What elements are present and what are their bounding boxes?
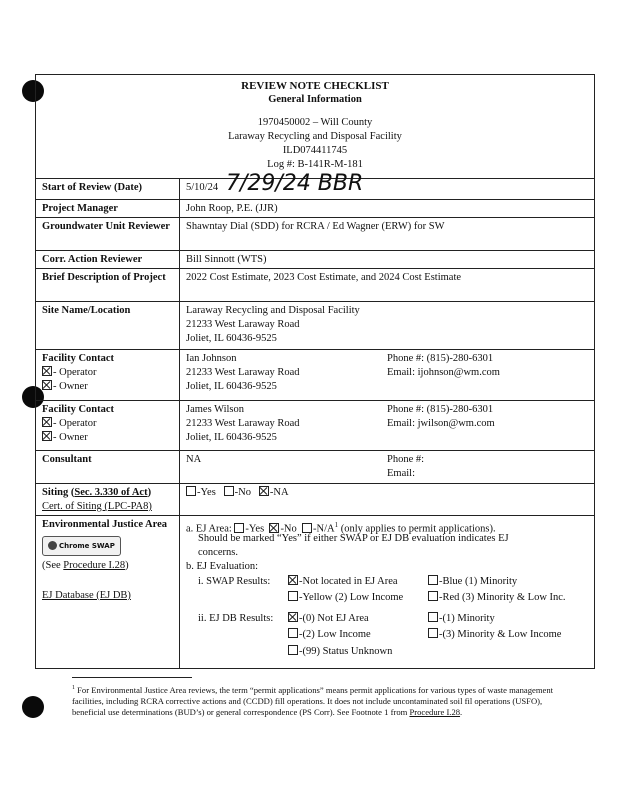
row-consultant [36, 450, 594, 484]
ej-area-prefix: a. EJ Area: [186, 523, 232, 535]
swap-red-label: -Red (3) Minority & Low Inc. [439, 592, 566, 603]
ej-db-3 [428, 628, 561, 642]
consultant-phone: Phone #: [387, 454, 425, 465]
row-facility-contact-2 [36, 400, 594, 451]
consultant-value: NA [186, 454, 202, 465]
punch-hole-bottom [22, 696, 44, 718]
siting-na-checkbox[interactable] [259, 486, 269, 496]
ej-db-3-label: -(3) Minority & Low Income [439, 629, 562, 640]
ej-area-note: (only applies to permit applications). [338, 523, 496, 535]
contact-phone: Phone #: (815)-280-6301 [387, 404, 494, 415]
ej-db-99-label: -(99) Status Unknown [299, 646, 393, 657]
consultant-email: Email: [387, 468, 415, 479]
row-brief-description [36, 268, 594, 302]
ej-db-1 [428, 612, 495, 626]
start-review-date: 5/10/24 [186, 182, 219, 193]
ej-na-label: -N/A [313, 523, 335, 535]
ej-no-label: -No [280, 523, 297, 535]
siting-no-checkbox[interactable] [224, 486, 234, 496]
groundwater-label: Groundwater Unit Reviewer [42, 221, 170, 232]
row-site-location [36, 301, 594, 350]
operator-label: - Operator [53, 418, 97, 429]
siting-act-link[interactable]: Sec. 3.330 of Act [74, 487, 148, 498]
siting-options [186, 486, 289, 500]
ej-evaluation-heading: b. EJ Evaluation: [186, 561, 259, 572]
swap-blue [428, 575, 517, 589]
checklist-subtitle: General Information [268, 94, 362, 105]
chrome-swap-text: Chrome SWAP [59, 542, 115, 550]
row-environmental-justice [36, 515, 594, 668]
siting-yes-label: -Yes [197, 487, 216, 498]
ej-yes-label: -Yes [245, 523, 265, 535]
swap-not-located [288, 575, 398, 589]
footnote [72, 683, 572, 718]
ej-na-checkbox[interactable] [302, 523, 312, 533]
siting-na-label: -NA [269, 487, 289, 498]
site-label: Site Name/Location [42, 305, 131, 316]
siting-yes-checkbox[interactable] [186, 486, 196, 496]
contact-email[interactable]: Email: ijohnson@wm.com [387, 367, 500, 378]
site-name: Laraway Recycling and Disposal Facility [186, 305, 360, 316]
siting-suffix: ) [147, 487, 152, 498]
row-project-manager [36, 199, 594, 218]
operator-checkbox[interactable] [42, 417, 52, 427]
ej-db-2-checkbox[interactable] [288, 628, 298, 638]
swap-not-located-label: -Not located in EJ Area [299, 576, 398, 587]
checklist-table [35, 74, 595, 669]
ej-db-0 [288, 612, 369, 626]
operator-checkbox[interactable] [42, 366, 52, 376]
facility-contact-1-title: Facility Contact [42, 353, 115, 364]
ej-db-2 [288, 628, 371, 642]
swap-red-checkbox[interactable] [428, 591, 438, 601]
consultant-label: Consultant [42, 454, 92, 465]
cert-of-siting-link[interactable]: Cert. of Siting (LPC-PA8) [42, 501, 152, 512]
ej-db-0-label: -(0) Not EJ Area [299, 613, 369, 624]
facility-contact-1-address [186, 352, 300, 394]
chrome-icon [48, 541, 57, 550]
footnote-rule [72, 677, 192, 678]
brief-description-label: Brief Description of Project [42, 272, 166, 283]
site-street: 21233 West Laraway Road [186, 319, 300, 330]
swap-results-label: i. SWAP Results: [198, 576, 271, 587]
checklist-header [36, 75, 594, 179]
il-number: ILD074411745 [282, 145, 348, 156]
contact-name: James Wilson [186, 404, 245, 415]
ej-db-0-checkbox[interactable] [288, 612, 298, 622]
brief-description-value: 2022 Cost Estimate, 2023 Cost Estimate, and 2024 Cost Estimate [186, 272, 462, 283]
swap-yellow-checkbox[interactable] [288, 591, 298, 601]
ej-db-1-checkbox[interactable] [428, 612, 438, 622]
facility-contact-1-label [42, 352, 174, 394]
footnote-procedure-link[interactable]: Procedure I.28 [409, 706, 461, 717]
project-manager-value: John Roop, P.E. (JJR) [186, 203, 278, 214]
footnote-text: For Environmental Justice Area reviews, the term “permit applications” means permit applications for various types of waste management facilities, including RCRA corrective actions and (CCDD) fill operations. It does not include uncontaminated soil fil operations (USFO), beneficial use determinations (BUD’s) or general correspondence (PS Corr). See Footnote 1 from [72, 684, 554, 717]
swap-blue-label: -Blue (1) Minority [439, 576, 518, 587]
row-facility-contact-1 [36, 349, 594, 401]
ej-db-3-checkbox[interactable] [428, 628, 438, 638]
contact-city: Joliet, IL 60436-9525 [186, 381, 277, 392]
swap-blue-checkbox[interactable] [428, 575, 438, 585]
handwritten-date: 7/29/24 BBR [226, 171, 364, 196]
row-corr-action-reviewer [36, 250, 594, 269]
ej-footnote-ref: 1 [334, 521, 339, 529]
operator-label: - Operator [53, 367, 97, 378]
log-number: Log #: B-141R-M-181 [267, 159, 363, 170]
footnote-end: . [460, 706, 463, 717]
contact-name: Ian Johnson [186, 353, 237, 364]
ej-db-1-label: -(1) Minority [439, 613, 495, 624]
owner-checkbox[interactable] [42, 380, 52, 390]
see-prefix: (See [42, 560, 64, 571]
owner-label: - Owner [53, 381, 88, 392]
ej-no-checkbox[interactable] [269, 523, 279, 533]
contact-email[interactable]: Email: jwilson@wm.com [387, 418, 495, 429]
site-city: Joliet, IL 60436-9525 [186, 333, 277, 344]
ej-should-line-2: concerns. [198, 547, 238, 558]
groundwater-value: Shawntay Dial (SDD) for RCRA / Ed Wagner (ERW) for SW [186, 221, 445, 232]
corr-action-label: Corr. Action Reviewer [42, 254, 143, 265]
procedure-link[interactable]: Procedure I.28 [63, 560, 126, 571]
facility-contact-2-address [186, 403, 300, 445]
ej-database-link[interactable]: EJ Database (EJ DB) [42, 590, 131, 601]
consultant-phone-email [387, 453, 424, 481]
ej-should-line-1: Should be marked “Yes” if either SWAP or EJ DB evaluation indicates EJ [198, 533, 509, 544]
row-start-of-review [36, 171, 594, 200]
facility-contact-1-phone-email [387, 352, 500, 380]
project-manager-label: Project Manager [42, 203, 118, 214]
ej-label: Environmental Justice Area [42, 519, 168, 530]
ej-db-results-label: ii. EJ DB Results: [198, 613, 274, 624]
owner-checkbox[interactable] [42, 431, 52, 441]
contact-street: 21233 West Laraway Road [186, 418, 300, 429]
siting-label [42, 486, 174, 514]
corr-action-value: Bill Sinnott (WTS) [186, 254, 267, 265]
contact-city: Joliet, IL 60436-9525 [186, 432, 277, 443]
facility-contact-1-operator [42, 366, 174, 380]
footnote-number: 1 [72, 685, 75, 691]
facility-id: 1970450002 – Will County [257, 117, 373, 128]
ej-yes-checkbox[interactable] [234, 523, 244, 533]
owner-label: - Owner [53, 432, 88, 443]
facility-contact-2-phone-email [387, 403, 495, 431]
site-address [186, 304, 360, 346]
swap-red [428, 591, 566, 605]
ej-db-99-checkbox[interactable] [288, 645, 298, 655]
facility-contact-1-owner [42, 380, 174, 394]
page-corner-mark [536, 0, 556, 3]
ej-db-2-label: -(2) Low Income [299, 629, 371, 640]
chrome-swap-badge[interactable] [42, 536, 174, 556]
checklist-title: REVIEW NOTE CHECKLIST [241, 80, 389, 92]
row-groundwater-reviewer [36, 217, 594, 251]
ej-db-99 [288, 645, 392, 659]
facility-contact-2-label [42, 403, 174, 445]
siting-prefix: Siting ( [42, 487, 75, 498]
ej-label-column [42, 518, 174, 603]
facility-contact-2-operator [42, 417, 174, 431]
swap-yellow [288, 591, 403, 605]
facility-name: Laraway Recycling and Disposal Facility [228, 131, 402, 142]
facility-contact-2-owner [42, 431, 174, 445]
swap-not-located-checkbox[interactable] [288, 575, 298, 585]
see-suffix: ) [125, 560, 129, 571]
swap-yellow-label: -Yellow (2) Low Income [299, 592, 404, 603]
contact-phone: Phone #: (815)-280-6301 [387, 353, 494, 364]
start-review-label: Start of Review (Date) [42, 182, 143, 193]
facility-contact-2-title: Facility Contact [42, 404, 115, 415]
contact-street: 21233 West Laraway Road [186, 367, 300, 378]
siting-no-label: -No [234, 487, 251, 498]
row-siting [36, 483, 594, 516]
see-procedure [42, 559, 174, 573]
